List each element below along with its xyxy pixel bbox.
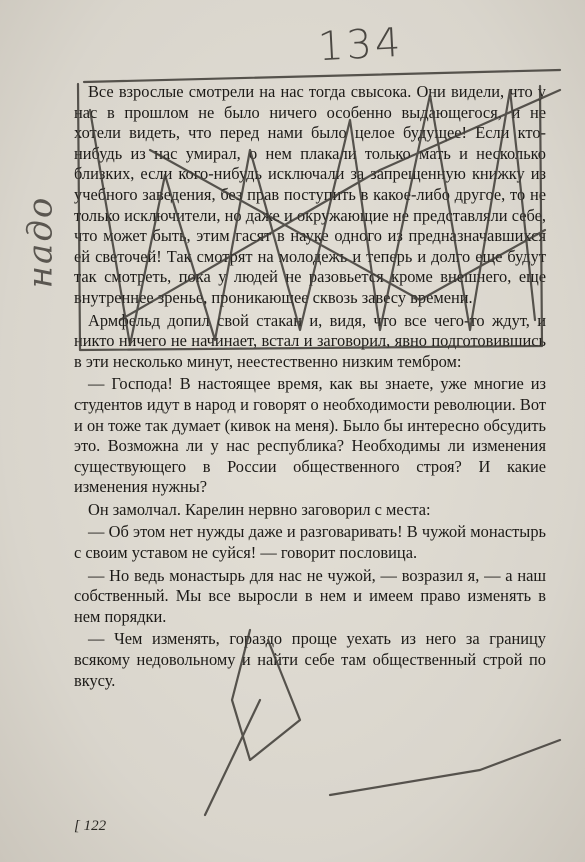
paragraph-4: Он замолчал. Карелин нервно заговорил с места: [88,499,431,519]
pencil-stroke-lower-3 [330,740,560,795]
paragraph-7: — Чем изменять, гораздо проще уехать из него за границу всякому недовольному и найти себе там общественный строй по вкусу. [74,629,546,690]
paragraph-2: Армфельд допил свой стакан и, видя, что все чего-то ждут, и никто ничего не начинает, встал и заговорил, явно подготовившись в эти несколько минут, неестественно низким тембром: [74,310,546,371]
paragraph-5: — Об этом нет нужды даже и разговаривать! В чужой монастырь с своим уставом не суйся! — говорит пословица. [74,522,546,563]
paragraph-3: — Господа! В настоящее время, как вы знаете, уже многие из студентов идут в народ и говорят о необходимости революции. Вот и он тоже так думает (кивок на меня). Было бы интересно обсудить это. Возможна ли у нас республика? Необходимы ли изменения существующего в России общественного строя? И какие изменения нужны? [74,374,546,497]
paragraph-6: — Но ведь монастырь для нас не чужой, — возразил я, — а наш собственный. Мы все выросли в нем и имеем право изменять в нем порядки. [74,565,546,626]
handwritten-page-number: 134 [316,19,405,71]
printed-page-number: [ 122 [74,818,107,834]
handwritten-margin-note: надо [20,195,61,289]
pencil-box-top [84,70,560,82]
body-text [74,82,546,691]
pencil-stroke-lower-2 [205,700,260,815]
paragraph-1: Все взрослые смотрели на нас тогда свысока. Они видели, что у нас в прошлом не было ничего особенно выдающегося, и не хотели видеть, что перед нами было целое будущее! Если кто-нибудь из нас умирал, о нем плакали только мать и несколько близких, если кого-нибудь исключали за запрещенную книжку из учебного заведения, без прав поступить в какое-либо другое, то не только исключители, но даже и окружающие не представляли себе, что может быть, этим гасят в науке одного из предназначавшихся ей светочей! Так смотрят на молодежь и теперь и долго еще будут так смотреть, пока у людей не разовьется кроме внешнего, еще внутреннее зренье, проникающее сквозь завесу времени. [74,82,546,307]
